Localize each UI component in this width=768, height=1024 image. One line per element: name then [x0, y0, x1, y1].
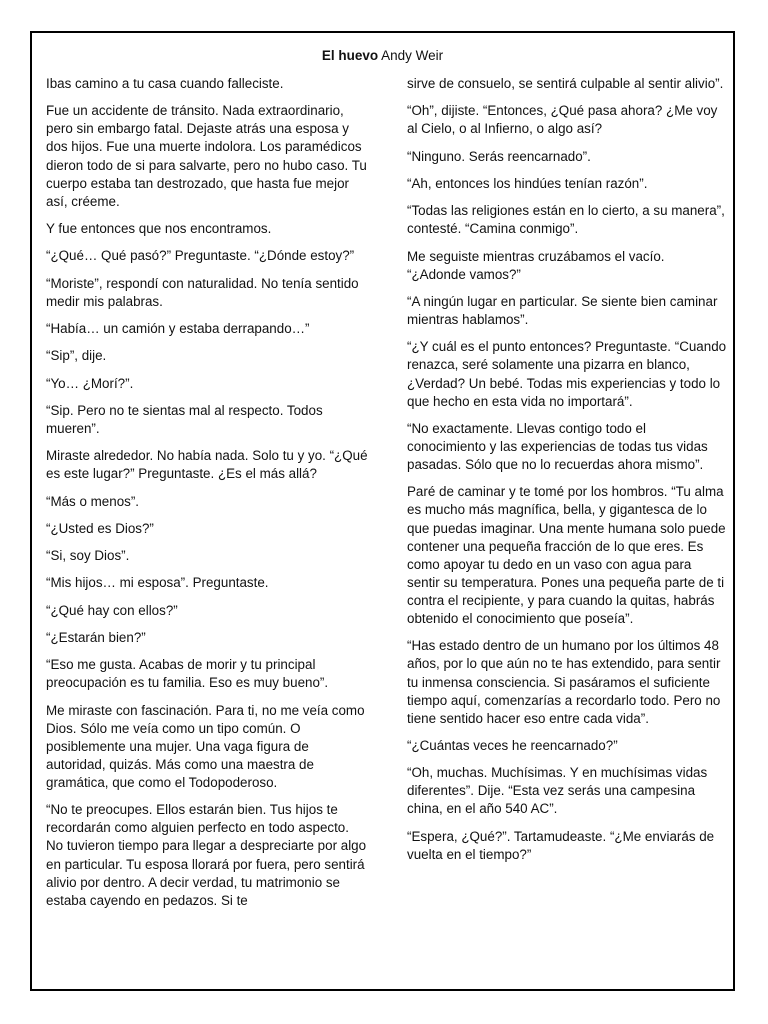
paragraph: “Espera, ¿Qué?”. Tartamudeaste. “¿Me enviarás de vuelta en el tiempo?”	[407, 828, 715, 862]
paragraph: “¿Qué… Qué pasó?” Preguntaste. “¿Dónde estoy?”	[46, 248, 355, 264]
paragraph: “Había… un camión y estaba derrapando…”	[46, 320, 310, 336]
paragraph: “Sip”, dije.	[46, 348, 107, 364]
left-column	[46, 75, 368, 919]
paragraph: “¿Qué hay con ellos?”	[46, 602, 178, 618]
author-name: Andy Weir	[381, 48, 444, 63]
paragraph: Y fue entonces que nos encontramos.	[46, 221, 272, 237]
paragraph: Paré de caminar y te tomé por los hombros. “Tu alma es mucho más magnífica, bella, y gigantesca de lo que puedas imaginar. Una mente humana solo puede contener una pequeña fracción de lo que eres. Es como apoyar tu dedo en un vaso con agua para sentir su temperatura. Pones una pequeña parte de ti contra el recipiente, y para cuando la quitas, habrás obtenido el conocimiento que poseía”.	[407, 484, 726, 627]
paragraph: sirve de consuelo, se sentirá culpable al sentir alivio”.	[407, 76, 724, 91]
paragraph: Miraste alrededor. No había nada. Solo tu y yo. “¿Qué es este lugar?” Preguntaste. ¿Es el más allá?	[46, 448, 368, 482]
paragraph: “Sip. Pero no te sientas mal al respecto. Todos mueren”.	[46, 402, 323, 436]
paragraph: “Ah, entonces los hindúes tenían razón”.	[407, 175, 648, 191]
paragraph: Ibas camino a tu casa cuando falleciste.	[46, 76, 284, 91]
paragraph: “Has estado dentro de un humano por los últimos 48 años, por lo que aún no te has extendido, para sentir tu inmensa consciencia. Si pasáramos el suficiente tiempo aquí, comenzarías a recordarlo todo. Pero no tiene sentido hacer eso entre cada vida”.	[407, 638, 721, 726]
paragraph: “¿Estarán bien?”	[46, 629, 146, 645]
paragraph: “Más o menos”.	[46, 493, 140, 509]
paragraph: “¿Y cuál es el punto entonces? Preguntaste. “Cuando renazca, seré solamente una pizarra en blanco, ¿Verdad? Un bebé. Todas mis experiencias y todo lo que hecho en esta vida no importará”.	[407, 339, 727, 409]
paragraph: “No exactamente. Llevas contigo todo el conocimiento y las experiencias de todas tus vidas pasadas. Sólo que no lo recuerdas ahora mismo”.	[407, 420, 708, 473]
right-column	[407, 75, 727, 873]
paragraph: Me miraste con fascinación. Para ti, no me veía como Dios. Sólo me veía como un tipo común. O posiblemente una mujer. Una vaga figura de autoridad, quizás. Más como una maestra de gramática, que como el Todopoderoso.	[46, 702, 365, 790]
paragraph: “Si, soy Dios”.	[46, 548, 130, 564]
paragraph: Fue un accidente de tránsito. Nada extraordinario, pero sin embargo fatal. Dejaste atrás una esposa y dos hijos. Fue una muerte indolora. Los paramédicos dieron todo de si para salvarte, pero no hubo caso. Tu cuerpo estaba tan destrozado, que hasta fue mejor así, créeme.	[46, 103, 367, 209]
paragraph: “Moriste”, respondí con naturalidad. No tenía sentido medir mis palabras.	[46, 275, 359, 309]
paragraph: “Yo… ¿Morí?”.	[46, 375, 134, 391]
paragraph: Me seguiste mientras cruzábamos el vacío. “¿Adonde vamos?”	[407, 248, 665, 282]
paragraph: “Eso me gusta. Acabas de morir y tu principal preocupación es tu familia. Eso es muy bueno”.	[46, 657, 329, 691]
paragraph: “A ningún lugar en particular. Se siente bien caminar mientras hablamos”.	[407, 293, 718, 328]
document-title	[32, 47, 733, 65]
paragraph: “Ninguno. Serás reencarnado”.	[407, 148, 591, 164]
paragraph: “Oh, muchas. Muchísimas. Y en muchísimas vidas diferentes”. Dije. “Esta vez serás una campesina china, en el año 540 AC”.	[407, 765, 708, 817]
paragraph: “No te preocupes. Ellos estarán bien. Tus hijos te recordarán como alguien perfecto en todo aspecto. No tuvieron tiempo para llegar a despreciarte por algo en particular. Tu esposa llorará por fuera, pero sentirá alivio por dentro. A decir verdad, tu matrimonio se estaba cayendo en pedazos. Si te	[46, 802, 367, 908]
paragraph: “Mis hijos… mi esposa”. Preguntaste.	[46, 575, 269, 591]
paragraph: “¿Cuántas veces he reencarnado?”	[407, 737, 618, 753]
title-bold: El huevo	[321, 48, 379, 63]
page-frame	[30, 31, 735, 991]
paragraph: “Todas las religiones están en lo cierto, a su manera”, contesté. “Camina conmigo”.	[407, 203, 725, 237]
paragraph: “Oh”, dijiste. “Entonces, ¿Qué pasa ahora? ¿Me voy al Cielo, o al Infierno, o algo así?	[407, 103, 718, 137]
paragraph: “¿Usted es Dios?”	[46, 520, 154, 536]
